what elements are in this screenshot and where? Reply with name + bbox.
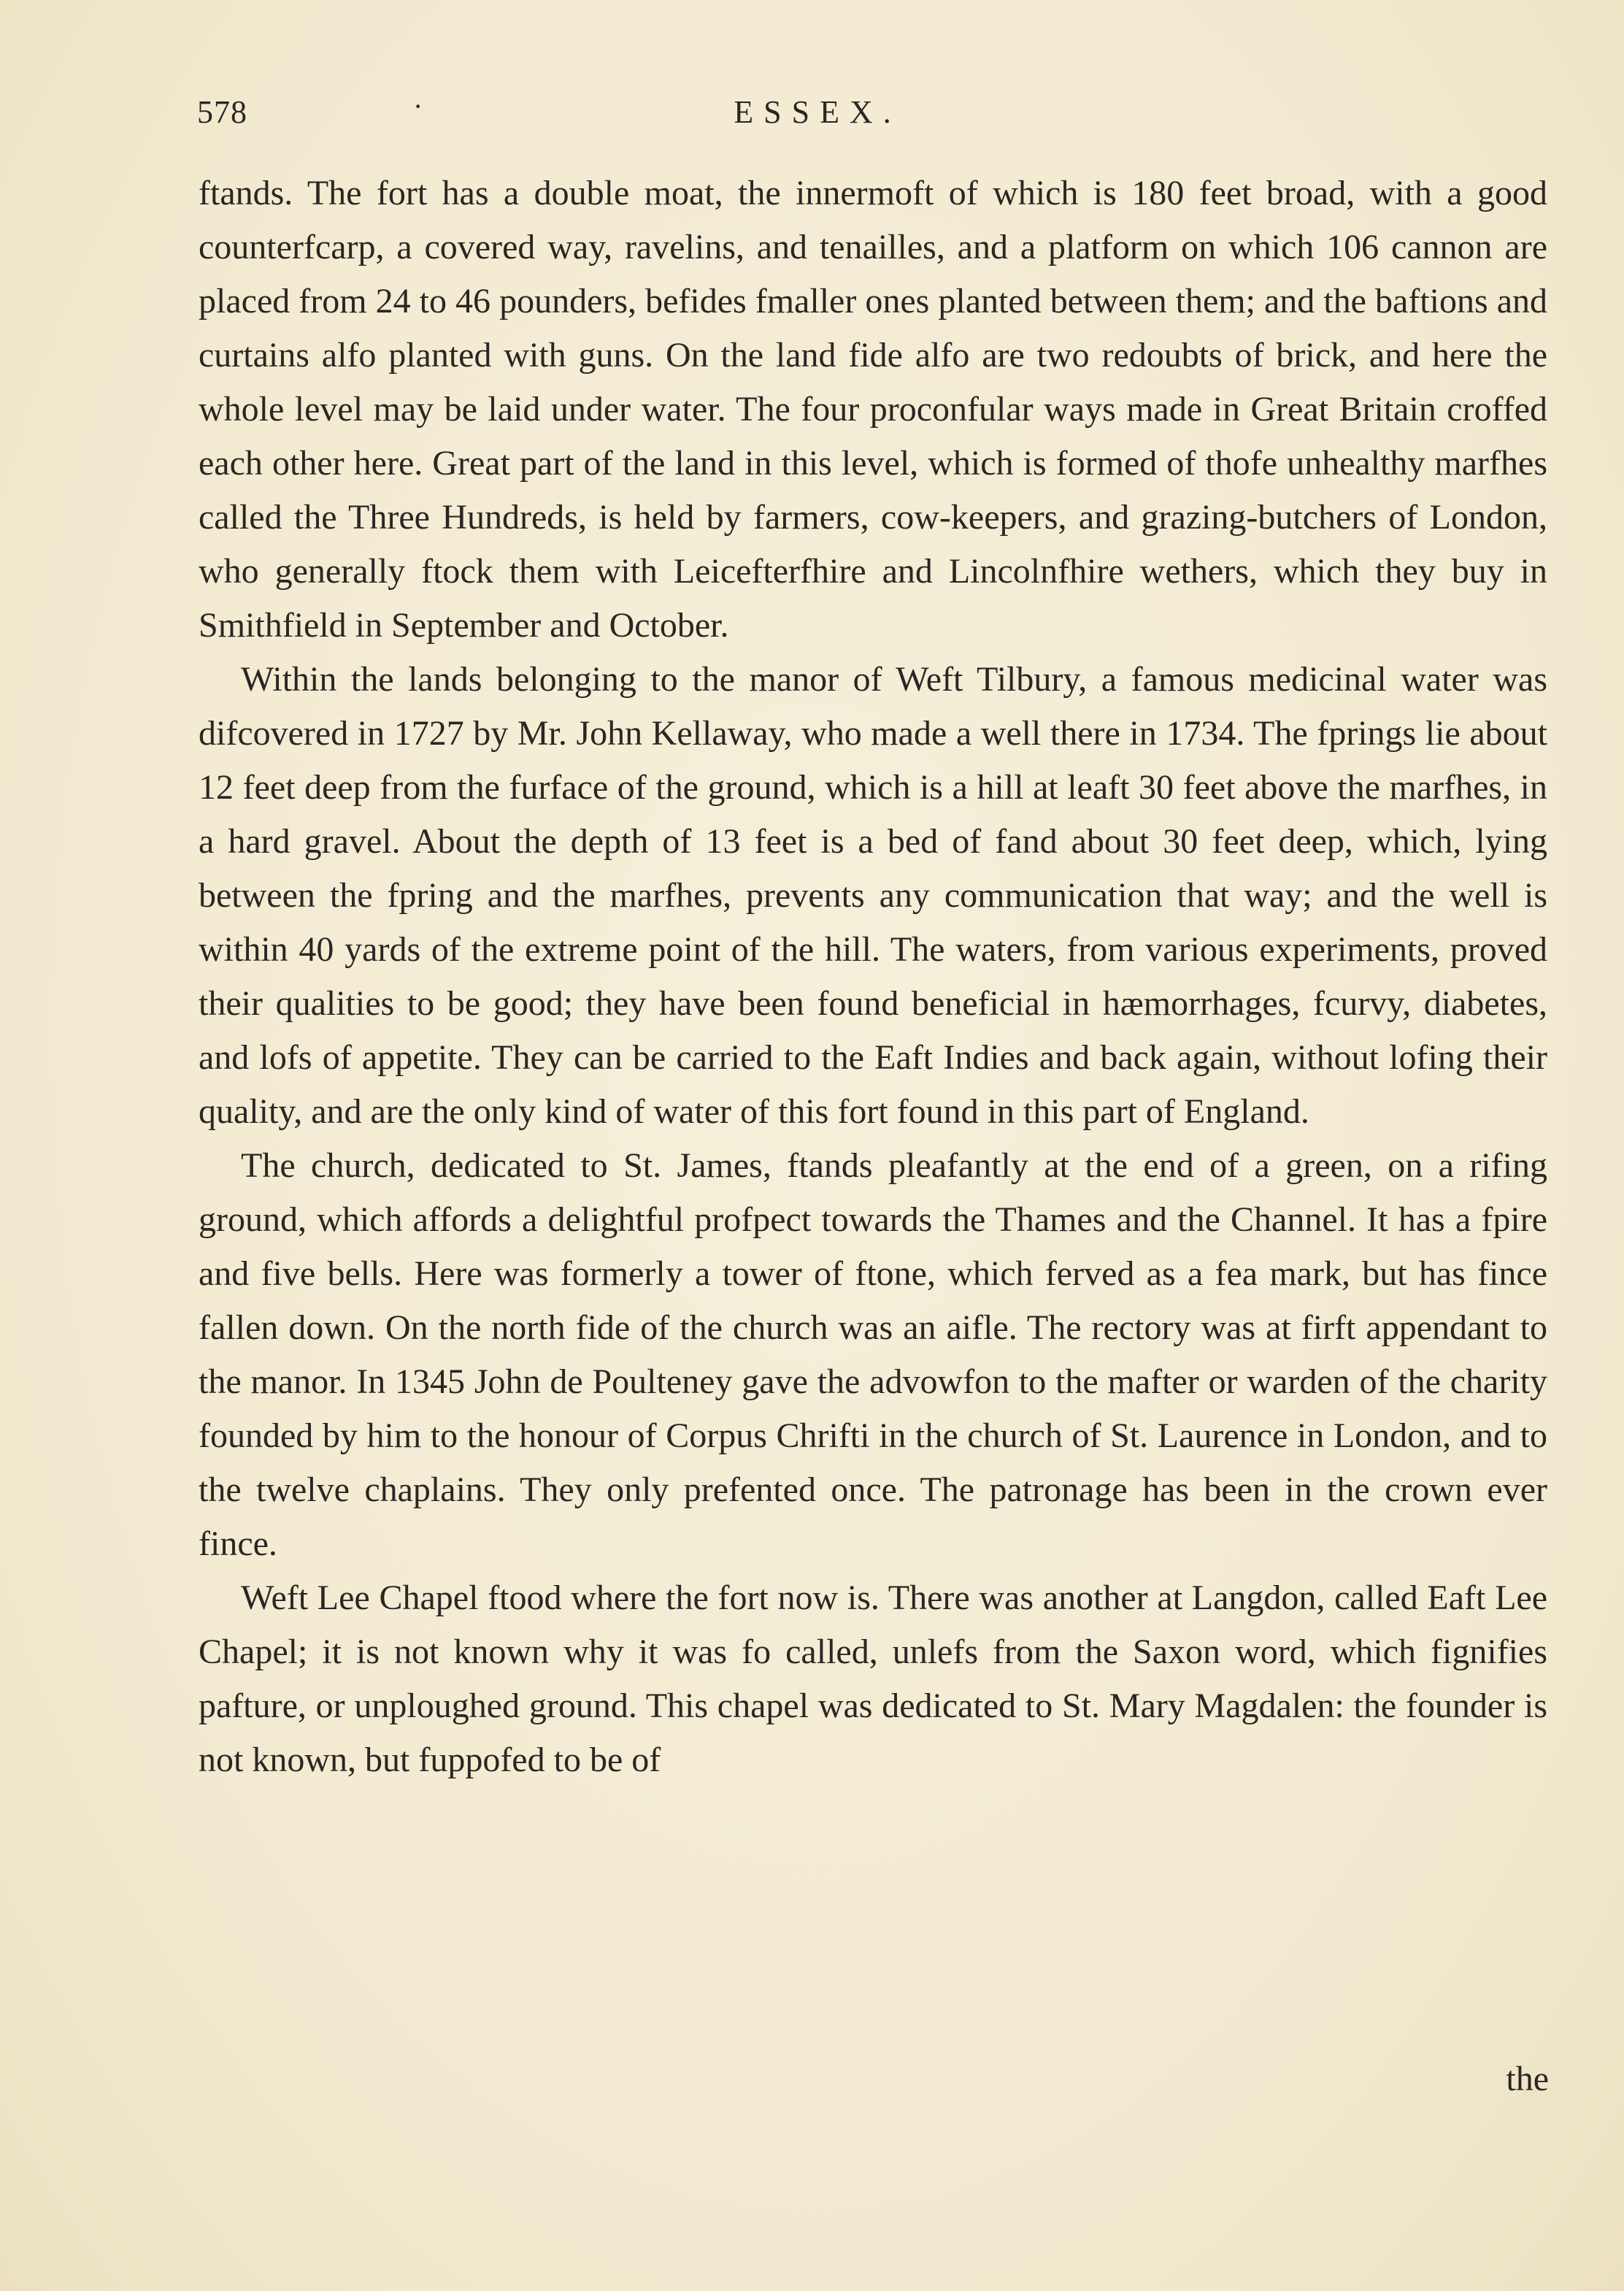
paragraph-church: The church, dedicated to St. James, ftands pleafantly at the end of a green, on a rifing ground, which affords a delightful profpect towards the Thames and the Channel. It has a fpire and five bells. Here was formerly a tower of ftone, which ferved as a fea mark, but has fince fallen down. On the north fide of the church was an aifle. The rectory was at firft appendant to the manor. In 1345 John de Poulteney gave the advowfon to the mafter or warden of the charity founded by him to the honour of Corpus Chrifti in the church of St. Laurence in London, and to the twelve chaplains. They only prefented once. The patronage has been in the crown ever fince. xyxy=(199,1146,1547,1563)
header-ornament-dot: · xyxy=(413,90,423,123)
page-header xyxy=(197,90,1551,137)
page-number: 578 xyxy=(197,94,247,130)
paragraph-lee-chapel: Weft Lee Chapel ftood where the fort now is. There was another at Langdon, called Eaft Lee Chapel; it is not known why it was fo called, unlefs from the Saxon word, which fignifies pafture, or unploughed ground. This chapel was dedicated to St. Mary Magdalen: the founder is not known, but fuppofed to be of xyxy=(199,1578,1547,1779)
paragraph-medicinal-water: Within the lands belonging to the manor of Weft Tilbury, a famous medicinal water was difcovered in 1727 by Mr. John Kellaway, who made a well there in 1734. The fprings lie about 12 feet deep from the furface of the ground, which is a hill at leaft 30 feet above the marfhes, in a hard gravel. About the depth of 13 feet is a bed of fand about 30 feet deep, which, lying between the fpring and the marfhes, prevents any communication that way; and the well is within 40 yards of the extreme point of the hill. The waters, from various experiments, proved their qualities to be good; they have been found beneficial in hæmorrhages, fcurvy, diabetes, and lofs of appetite. They can be carried to the Eaft Indies and back again, without lofing their quality, and are the only kind of water of this fort found in this part of England. xyxy=(199,660,1547,1131)
catchword: the xyxy=(1506,2060,1549,2098)
paragraph-tilbury-fort: ftands. The fort has a double moat, the innermoft of which is 180 feet broad, with a good counterfcarp, a covered way, ravelins, and tenailles, and a platform on which 106 cannon are placed from 24 to 46 pounders, befides fmaller ones planted between them; and the baftions and curtains alfo planted with guns. On the land fide alfo are two redoubts of brick, and here the whole level may be laid under water. The four proconfular ways made in Great Britain croffed each other here. Great part of the land in this level, which is formed of thofe unhealthy marfhes called the Three Hundreds, is held by farmers, cow-keepers, and grazing-butchers of London, who generally ftock them with Leicefterfhire and Lincolnfhire wethers, which they buy in Smithfield in September and October. xyxy=(199,174,1547,645)
running-head: ESSEX. xyxy=(734,94,901,130)
body-text xyxy=(199,166,1547,1787)
